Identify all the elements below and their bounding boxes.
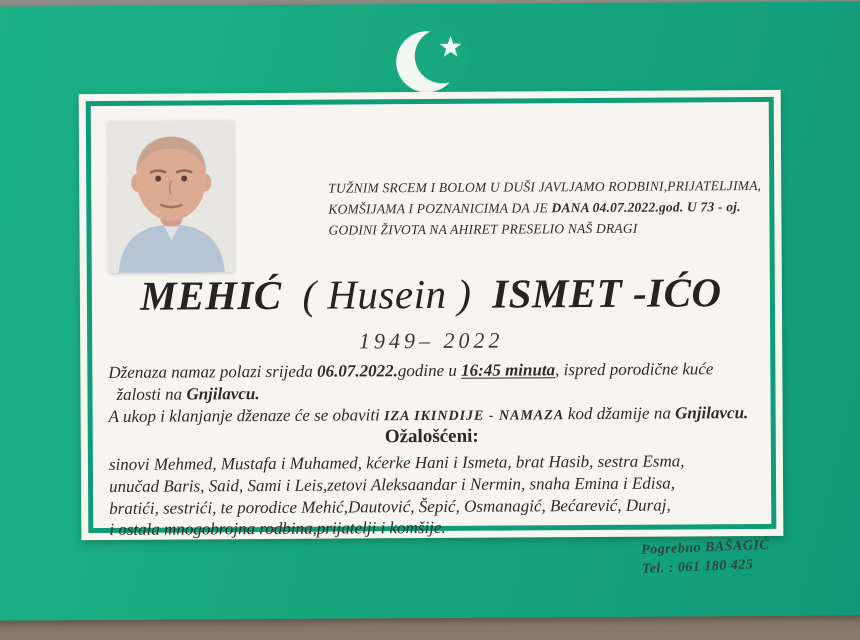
announcement-line3: GODINI ŽIVOTA NA AHIRET PRESELIO NAŠ DRAGI <box>328 220 638 238</box>
mourners-line2: unučad Baris, Said, Sami i Leis,zetovi Aleksaandar i Nermin, snaha Emina i Edisa, <box>109 473 675 496</box>
announcement-line2: KOMŠIJAMA I POZNANICIMA DA JE <box>328 200 552 217</box>
announcement-date-bold: DANA 04.07.2022.god. U 73 - oj. <box>551 199 741 216</box>
green-paper <box>0 1 860 620</box>
mourners-list <box>109 450 760 541</box>
mourners-heading: Ožalošćeni: <box>384 425 479 448</box>
funeral-line1: Dženaza namaz polazi srijeda 06.07.2022.godine u 16:45 minuta, ispred porodične kuće <box>108 359 714 382</box>
funeral-line3: A ukop i klanjanje dženaze će se obaviti IZA IKINDIJE - NAMAZA kod džamije na Gnjilavcu. <box>108 403 749 427</box>
announcement-text <box>328 176 776 242</box>
mourners-line4: i ostala mnogobrojna rodbina,prijatelji i komšije. <box>109 518 446 540</box>
funeral-date: 06.07.2022. <box>317 361 398 381</box>
funeral-time: 16:45 minuta <box>461 360 556 380</box>
mourners-line1: sinovi Mehmed, Mustafa i Muhamed, kćerke Hani i Ismeta, brat Hasib, sestra Esma, <box>108 451 685 474</box>
funeral-details <box>108 358 756 428</box>
funeral-place: Gnjilavcu. <box>186 384 260 404</box>
funeral-mosque-place: Gnjilavcu. <box>674 403 749 423</box>
life-years: 1949– 2022 <box>358 327 504 354</box>
deceased-father-name: ( Husein ) <box>302 270 472 318</box>
funeral-home-phone: Tel. : 061 180 425 <box>641 557 754 577</box>
deceased-given-name: ISMET -IĆO <box>492 269 722 317</box>
deceased-surname: MEHIĆ <box>140 271 282 319</box>
obituary-card-inner-border <box>86 97 777 540</box>
obituary-card <box>79 90 784 540</box>
crescent-and-star-icon <box>390 16 477 103</box>
mourners-line3: bratići, sestrići, te porodice Mehić,Dautović, Šepić, Osmanagić, Bećarević, Duraj, <box>109 495 671 518</box>
funeral-line2: žalosti na Gnjilavcu. <box>116 384 260 405</box>
funeral-home-name: Pogrebno BAŠAGIĆ <box>640 537 770 558</box>
deceased-name <box>92 268 770 320</box>
deceased-portrait-photo <box>108 120 235 273</box>
funeral-home-info <box>641 537 771 580</box>
announcement-line1: TUŽNIM SRCEM I BOLOM U DUŠI JAVLJAMO RODBINI,PRIJATELJIMA, <box>328 177 762 196</box>
funeral-prayer-time: IZA IKINDIJE - NAMAZA <box>384 408 568 425</box>
